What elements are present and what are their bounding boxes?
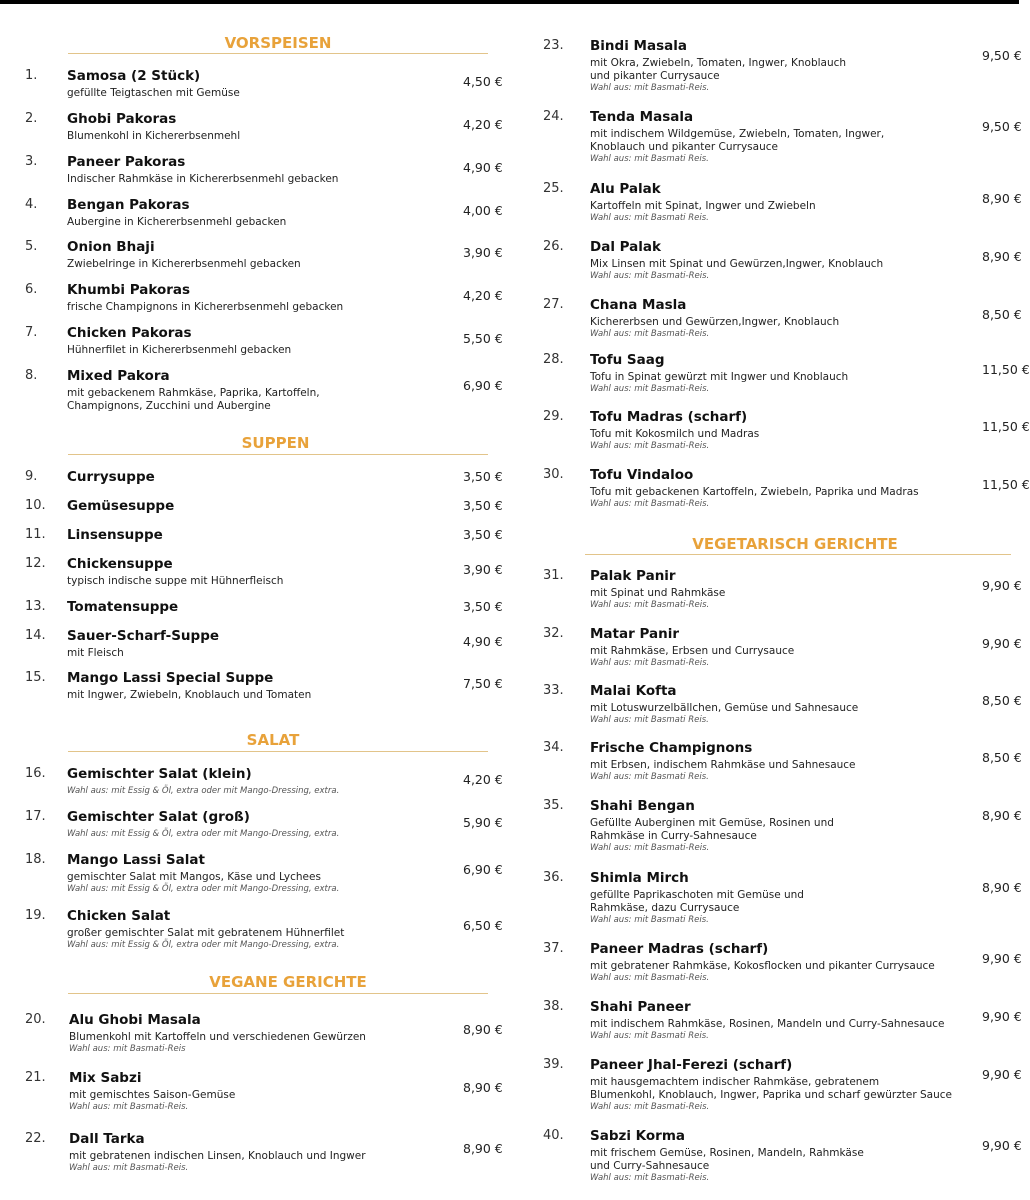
item-number: 37. [543, 941, 564, 956]
item-name: Gemischter Salat (groß) [67, 809, 250, 825]
item-description: mit gebackenem Rahmkäse, Paprika, Kartoffeln, [67, 387, 320, 399]
item-name: Chicken Salat [67, 908, 171, 924]
item-price: 8,90 € [982, 880, 1022, 895]
item-number: 25. [543, 181, 564, 196]
item-number: 32. [543, 626, 564, 641]
item-name: Currysuppe [67, 469, 155, 485]
item-name: Chicken Pakoras [67, 325, 192, 341]
item-price: 8,90 € [982, 808, 1022, 823]
item-description: mit hausgemachtem indischer Rahmkäse, gebratenem [590, 1076, 880, 1088]
item-price: 3,50 € [463, 498, 503, 513]
item-price: 3,50 € [463, 599, 503, 614]
item-number: 39. [543, 1057, 564, 1072]
item-number: 10. [25, 498, 46, 513]
item-price: 6,90 € [463, 862, 503, 877]
item-number: 30. [543, 467, 564, 482]
item-name: Frische Champignons [590, 740, 753, 756]
item-name: Shimla Mirch [590, 870, 689, 886]
item-price: 6,90 € [463, 378, 503, 393]
item-description: mit Erbsen, indischem Rahmkäse und Sahnesauce [590, 759, 856, 771]
item-number: 38. [543, 999, 564, 1014]
item-name: Palak Panir [590, 568, 676, 584]
item-number: 15. [25, 670, 46, 685]
section-title-vegane: VEGANE GERICHTE [209, 973, 367, 991]
item-note: Wahl aus: mit Basmati-Reis. [69, 1163, 189, 1173]
section-title-salat: SALAT [246, 731, 300, 749]
item-price: 4,20 € [463, 772, 503, 787]
item-name: Bengan Pakoras [67, 197, 190, 213]
item-name: Dall Tarka [69, 1131, 145, 1147]
item-name: Tofu Madras (scharf) [590, 409, 748, 425]
item-price: 3,50 € [463, 527, 503, 542]
item-price: 9,90 € [982, 578, 1022, 593]
item-description: Kartoffeln mit Spinat, Ingwer und Zwiebeln [590, 200, 816, 212]
item-number: 24. [543, 109, 564, 124]
item-price: 11,50 € [982, 362, 1030, 377]
item-price: 9,50 € [982, 119, 1022, 134]
item-note: Wahl aus: mit Essig & Öl, extra oder mit Mango-Dressing, extra. [67, 884, 340, 894]
item-number: 4. [25, 197, 38, 212]
item-note: Wahl aus: mit Basmati Reis. [590, 715, 709, 725]
item-price: 11,50 € [982, 477, 1030, 492]
item-name: Mango Lassi Salat [67, 852, 205, 868]
item-name: Samosa (2 Stück) [67, 68, 201, 84]
item-description: gefüllte Paprikaschoten mit Gemüse und [590, 889, 804, 901]
item-name: Paneer Madras (scharf) [590, 941, 769, 957]
item-description: mit Spinat und Rahmkäse [590, 587, 726, 599]
item-number: 36. [543, 870, 564, 885]
item-name: Tofu Vindaloo [590, 467, 694, 483]
section-divider [68, 454, 488, 455]
item-description: Aubergine in Kichererbsenmehl gebacken [67, 216, 287, 228]
item-price: 4,20 € [463, 117, 503, 132]
item-note: Wahl aus: mit Basmati-Reis. [69, 1102, 189, 1112]
item-name: Gemüsesuppe [67, 498, 175, 514]
item-name: Chana Masla [590, 297, 687, 313]
item-name: Ghobi Pakoras [67, 111, 177, 127]
section-title-vorspeisen: VORSPEISEN [224, 34, 332, 52]
item-name: Gemischter Salat (klein) [67, 766, 252, 782]
item-number: 3. [25, 154, 38, 169]
item-note: Wahl aus: mit Basmati-Reis. [590, 1102, 710, 1112]
item-number: 26. [543, 239, 564, 254]
item-name: Alu Palak [590, 181, 661, 197]
item-price: 7,50 € [463, 676, 503, 691]
item-note: Wahl aus: mit Basmati-Reis. [590, 499, 710, 509]
item-number: 22. [25, 1131, 46, 1146]
item-note: Wahl aus: mit Basmati Reis. [590, 772, 709, 782]
item-description: mit indischem Wildgemüse, Zwiebeln, Tomaten, Ingwer, [590, 128, 885, 140]
item-number: 29. [543, 409, 564, 424]
item-price: 11,50 € [982, 419, 1030, 434]
item-number: 40. [543, 1128, 564, 1143]
item-note: Wahl aus: mit Basmati-Reis. [590, 843, 710, 853]
item-name: Sabzi Korma [590, 1128, 686, 1144]
item-note: Wahl aus: mit Basmati-Reis. [590, 973, 710, 983]
item-number: 6. [25, 282, 38, 297]
item-description: mit Ingwer, Zwiebeln, Knoblauch und Tomaten [67, 689, 312, 701]
item-description: Blumenkohl mit Kartoffeln und verschiedenen Gewürzen [69, 1031, 366, 1043]
item-number: 20. [25, 1012, 46, 1027]
item-name: Khumbi Pakoras [67, 282, 191, 298]
item-price: 4,00 € [463, 203, 503, 218]
item-note: Wahl aus: mit Basmati Reis. [590, 154, 709, 164]
item-description: Mix Linsen mit Spinat und Gewürzen,Ingwer, Knoblauch [590, 258, 884, 270]
item-description: mit Lotuswurzelbällchen, Gemüse und Sahnesauce [590, 702, 859, 714]
item-name: Shahi Bengan [590, 798, 695, 814]
item-price: 4,90 € [463, 634, 503, 649]
item-description: Tofu mit gebackenen Kartoffeln, Zwiebeln, Paprika und Madras [590, 486, 919, 498]
item-name: Chickensuppe [67, 556, 173, 572]
item-price: 9,50 € [982, 48, 1022, 63]
item-description: mit indischem Rahmkäse, Rosinen, Mandeln und Curry-Sahnesauce [590, 1018, 945, 1030]
item-name: Tomatensuppe [67, 599, 179, 615]
item-number: 18. [25, 852, 46, 867]
item-description: Rahmkäse in Curry-Sahnesauce [590, 830, 757, 842]
item-number: 14. [25, 628, 46, 643]
item-description: Blumenkohl, Knoblauch, Ingwer, Paprika und scharf gewürzter Sauce [590, 1089, 952, 1101]
item-description: typisch indische suppe mit Hühnerfleisch [67, 575, 284, 587]
item-description: und pikanter Currysauce [590, 70, 720, 82]
item-description: mit gemischtes Saison-Gemüse [69, 1089, 236, 1101]
item-description: gemischter Salat mit Mangos, Käse und Lychees [67, 871, 321, 883]
item-number: 1. [25, 68, 38, 83]
item-name: Paneer Jhal-Ferezi (scharf) [590, 1057, 793, 1073]
item-price: 3,90 € [463, 245, 503, 260]
item-description: Tofu in Spinat gewürzt mit Ingwer und Knoblauch [590, 371, 849, 383]
item-number: 11. [25, 527, 46, 542]
section-title-suppen: SUPPEN [241, 434, 310, 452]
item-price: 3,90 € [463, 562, 503, 577]
item-name: Mix Sabzi [69, 1070, 142, 1086]
item-description: Kichererbsen und Gewürzen,Ingwer, Knoblauch [590, 316, 840, 328]
item-description: frische Champignons in Kichererbsenmehl gebacken [67, 301, 344, 313]
item-price: 9,90 € [982, 951, 1022, 966]
item-price: 9,90 € [982, 636, 1022, 651]
section-divider [68, 53, 488, 54]
item-number: 8. [25, 368, 38, 383]
item-number: 33. [543, 683, 564, 698]
item-name: Paneer Pakoras [67, 154, 186, 170]
item-description: Blumenkohl in Kichererbsenmehl [67, 130, 241, 142]
item-description: Tofu mit Kokosmilch und Madras [590, 428, 760, 440]
item-price: 8,90 € [463, 1141, 503, 1156]
item-price: 5,90 € [463, 815, 503, 830]
item-price: 3,50 € [463, 469, 503, 484]
item-number: 5. [25, 239, 38, 254]
item-description: mit gebratenen indischen Linsen, Knoblauch und Ingwer [69, 1150, 366, 1162]
item-description: gefüllte Teigtaschen mit Gemüse [67, 87, 240, 99]
item-price: 4,90 € [463, 160, 503, 175]
item-number: 23. [543, 38, 564, 53]
item-price: 9,90 € [982, 1138, 1022, 1153]
item-number: 27. [543, 297, 564, 312]
top-border [0, 0, 1019, 4]
item-name: Matar Panir [590, 626, 680, 642]
item-number: 17. [25, 809, 46, 824]
section-title-vegetarisch: VEGETARISCH GERICHTE [692, 535, 898, 553]
item-name: Alu Ghobi Masala [69, 1012, 201, 1028]
item-price: 4,20 € [463, 288, 503, 303]
item-description: Indischer Rahmkäse in Kichererbsenmehl gebacken [67, 173, 339, 185]
item-number: 13. [25, 599, 46, 614]
item-description: mit Fleisch [67, 647, 124, 659]
item-description: mit gebratener Rahmkäse, Kokosflocken und pikanter Currysauce [590, 960, 935, 972]
item-note: Wahl aus: mit Basmati-Reis. [590, 658, 710, 668]
item-number: 19. [25, 908, 46, 923]
item-note: Wahl aus: mit Essig & Öl, extra oder mit Mango-Dressing, extra. [67, 829, 340, 839]
item-price: 9,90 € [982, 1009, 1022, 1024]
item-number: 35. [543, 798, 564, 813]
item-description: großer gemischter Salat mit gebratenem Hühnerfilet [67, 927, 345, 939]
item-price: 8,90 € [463, 1022, 503, 1037]
item-name: Mango Lassi Special Suppe [67, 670, 274, 686]
item-number: 12. [25, 556, 46, 571]
item-note: Wahl aus: mit Basmati-Reis. [590, 1173, 710, 1183]
item-name: Tenda Masala [590, 109, 694, 125]
item-name: Onion Bhaji [67, 239, 155, 255]
item-price: 4,50 € [463, 74, 503, 89]
section-divider [68, 751, 488, 752]
item-name: Tofu Saag [590, 352, 665, 368]
item-note: Wahl aus: mit Basmati Reis. [590, 1031, 709, 1041]
item-name: Mixed Pakora [67, 368, 170, 384]
item-price: 6,50 € [463, 918, 503, 933]
item-note: Wahl aus: mit Basmati-Reis. [590, 329, 710, 339]
item-number: 9. [25, 469, 38, 484]
item-name: Linsensuppe [67, 527, 163, 543]
item-name: Shahi Paneer [590, 999, 691, 1015]
item-note: Wahl aus: mit Basmati Reis. [590, 915, 709, 925]
item-number: 16. [25, 766, 46, 781]
item-name: Malai Kofta [590, 683, 677, 699]
section-divider [68, 993, 488, 994]
item-price: 8,90 € [463, 1080, 503, 1095]
item-note: Wahl aus: mit Essig & Öl, extra oder mit Mango-Dressing, extra. [67, 940, 340, 950]
item-note: Wahl aus: mit Basmati-Reis. [590, 600, 710, 610]
item-description: Hühnerfilet in Kichererbsenmehl gebacken [67, 344, 292, 356]
item-name: Sauer-Scharf-Suppe [67, 628, 220, 644]
item-description: Zwiebelringe in Kichererbsenmehl gebacken [67, 258, 301, 270]
item-number: 21. [25, 1070, 46, 1085]
item-price: 8,50 € [982, 693, 1022, 708]
section-divider [585, 554, 1011, 555]
item-name: Bindi Masala [590, 38, 687, 54]
item-note: Wahl aus: mit Basmati-Reis. [590, 441, 710, 451]
item-price: 9,90 € [982, 1067, 1022, 1082]
item-name: Dal Palak [590, 239, 662, 255]
item-note: Wahl aus: mit Basmati-Reis. [590, 271, 710, 281]
item-price: 5,50 € [463, 331, 503, 346]
item-description: Champignons, Zucchini und Aubergine [67, 400, 271, 412]
item-price: 8,50 € [982, 307, 1022, 322]
item-description: Gefüllte Auberginen mit Gemüse, Rosinen und [590, 817, 834, 829]
item-price: 8,90 € [982, 191, 1022, 206]
item-price: 8,90 € [982, 249, 1022, 264]
item-description: mit Okra, Zwiebeln, Tomaten, Ingwer, Knoblauch [590, 57, 847, 69]
item-note: Wahl aus: mit Basmati-Reis [69, 1044, 186, 1054]
item-price: 8,50 € [982, 750, 1022, 765]
item-number: 7. [25, 325, 38, 340]
item-number: 28. [543, 352, 564, 367]
item-note: Wahl aus: mit Basmati Reis. [590, 213, 709, 223]
item-description: Rahmkäse, dazu Currysauce [590, 902, 740, 914]
item-number: 34. [543, 740, 564, 755]
item-note: Wahl aus: mit Basmati-Reis. [590, 384, 710, 394]
item-number: 2. [25, 111, 38, 126]
item-description: und Curry-Sahnesauce [590, 1160, 710, 1172]
item-number: 31. [543, 568, 564, 583]
item-description: mit Rahmkäse, Erbsen und Currysauce [590, 645, 795, 657]
item-description: mit frischem Gemüse, Rosinen, Mandeln, Rahmkäse [590, 1147, 864, 1159]
item-note: Wahl aus: mit Essig & Öl, extra oder mit Mango-Dressing, extra. [67, 786, 340, 796]
item-description: Knoblauch und pikanter Currysauce [590, 141, 778, 153]
item-note: Wahl aus: mit Basmati-Reis. [590, 83, 710, 93]
